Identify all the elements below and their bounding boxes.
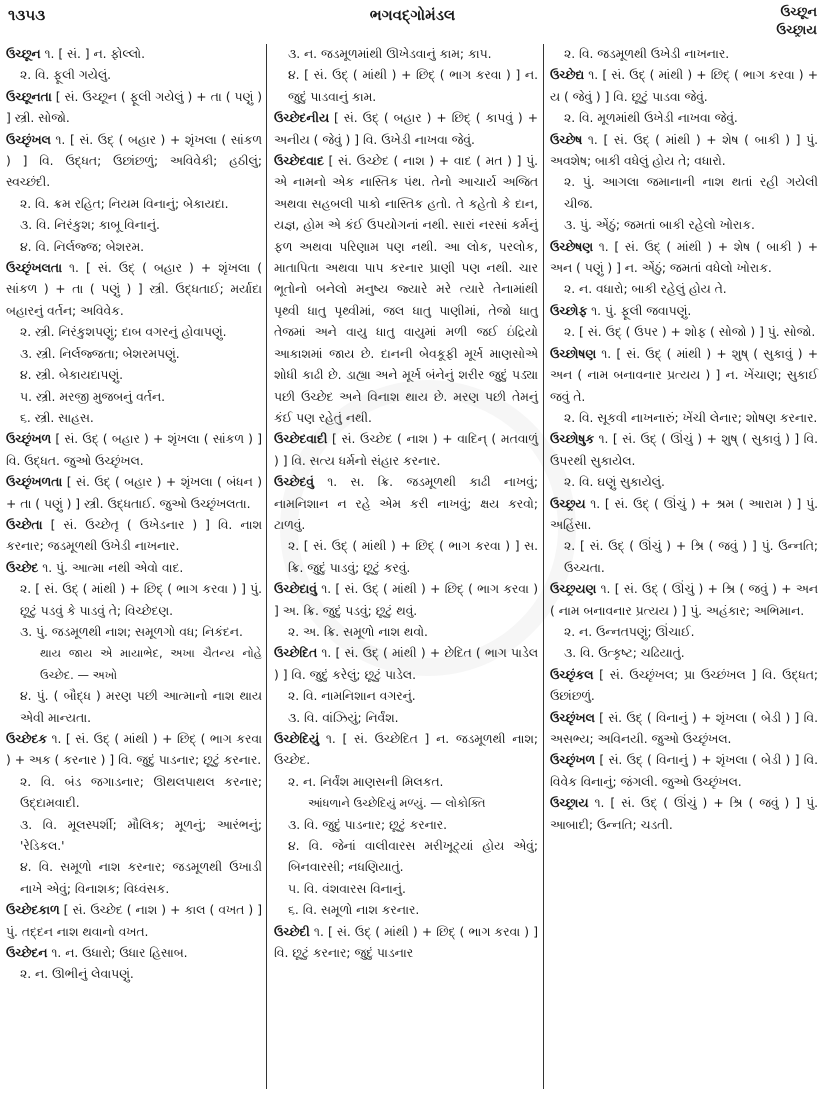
entry-sense (6, 815, 262, 858)
definition-text: ૩. વિ. નિરંકુશ; કાબૂ વિનાનું. (20, 218, 160, 233)
headword: ઉચ્છેષણ (550, 239, 593, 254)
dictionary-entry (6, 472, 262, 515)
dictionary-entry (550, 301, 818, 322)
definition-text: ૧. પું. ફૂલી જવાપણું. (587, 303, 692, 318)
headword: ઉચ્છૃંખળ (6, 432, 52, 447)
headword: ઉચ્છોષુક (550, 432, 595, 447)
entry-sense (550, 322, 818, 343)
definition-text: [ સં. ઉચ્છેદ ( નાશ ) + કાલ ( વખત ) ] પું. તદ્દન નાશ થવાનો વખત. (6, 903, 262, 939)
definition-text: ૧. સ. ક્રિ. જડમૂળથી કાઢી નાખવું; નામનિશાન ન રહે એમ કરી નાખવું; ક્ષય કરવો; ટાળવું. (274, 475, 538, 532)
definition-text: ૩. ન. જડમૂળમાંથી ઊખેડવાનું કામ; કાપ. (288, 47, 492, 61)
headword: ઉચ્છૃંકલ (550, 667, 594, 682)
column-divider (543, 44, 544, 1089)
entry-sense (6, 194, 262, 215)
definition-text: ૨. વિ. જડમૂળથી ઉખેડી નાખનાર. (564, 47, 730, 61)
dictionary-entry (550, 130, 818, 173)
headword: ઉચ્છૃંખલતા (6, 261, 62, 276)
entry-sense (274, 536, 538, 579)
dictionary-entry (274, 729, 538, 772)
headword: ઉચ્છેદિયું (274, 732, 320, 746)
dictionary-entry (550, 579, 818, 622)
definition-text: ૨. વિ. સૂકવી નાખનારું; ખેંચી લેનાર; શોષણ કરનાર. (564, 410, 818, 425)
column-2 (274, 44, 538, 964)
headword: ઉચ્છેદ્ય (550, 68, 585, 83)
definition-text: [ સં. ઉદ્ ( વિનાનું ) + શૃંખલા ( બેડી ) ] વિ. વિવેક વિનાનું; જંગલી. જુઓ ઉચ્છૃંખલ. (550, 753, 818, 789)
entry-sense (550, 536, 818, 579)
entry-sense (550, 472, 818, 493)
entry-sense (274, 686, 538, 707)
headword: ઉચ્છેદક (6, 732, 47, 746)
entry-sense (550, 44, 818, 65)
dictionary-entry (550, 750, 818, 793)
entry-sense (6, 344, 262, 365)
entry-sense (550, 108, 818, 129)
definition-text: ૩. વિ. ઉત્કૃષ્ટ; ચઢિયાતું. (564, 646, 685, 661)
definition-text: [ સં. ઉદ્ ( વિનાનું ) + શૃંખલા ( બેડી ) ] વિ. અસભ્ય; અવિનયી. જુઓ ઉચ્છૃંખલ. (550, 710, 818, 746)
definition-text: ૨. [ સં. ઉદ્ ( માંથી ) + છિદ્ ( ભાગ કરવા ) ] સ. ક્રિ. જુદું પાડવું; છૂટું કરવું. (288, 539, 538, 575)
definition-text: ૩. વિ. જુદું પાડનાર; છૂટું કરનાર. (288, 817, 448, 832)
definition-text: ૩. વિ. વાંઝિયું; નિર્વંશ. (288, 710, 399, 725)
dictionary-entry (6, 130, 262, 194)
entry-sense (6, 215, 262, 236)
entry-sense (274, 772, 538, 815)
dictionary-entry (550, 708, 818, 751)
entry-sense (274, 44, 538, 65)
dictionary-entry (274, 579, 538, 622)
dictionary-entry (274, 429, 538, 472)
definition-text: [ સં. ઉદ્ ( બહાર ) + શૃંખલા ( બંધન ) + તા ( પણું ) ] સ્ત્રી. ઉદ્ધતાઈ. જુઓ ઉચ્છૃંખલતા. (6, 475, 262, 511)
entry-sense (274, 622, 538, 643)
entry-sense (6, 579, 262, 622)
headword: ઉચ્છેદવાદી (274, 432, 328, 447)
definition-text: ૨. વિ. ક્રમ રહિત; નિયમ વિનાનું; બેકાયદા. (20, 196, 229, 211)
definition-text: ૨. અ. ક્રિ. સમૂળો નાશ થવો. (288, 624, 428, 639)
dictionary-entry (6, 729, 262, 772)
headword: ઉચ્છેદકાળ (6, 903, 60, 918)
dictionary-entry (6, 44, 262, 65)
dictionary-entry (274, 643, 538, 686)
headword: ઉચ્છૂનતા (6, 89, 52, 104)
entry-sense (6, 772, 262, 815)
definition-text: ૨. વિ. મૂળમાંથી ઉખેડી નાખવા જેવું. (564, 111, 738, 126)
definition-text: ૬. વિ. સમૂળો નાશ કરનાર. (288, 903, 420, 918)
definition-text: ૬. સ્ત્રી. સાહસ. (20, 410, 94, 425)
definition-text: ૨. વિ. બંડ જગાડનાર; ઊથલપાથલ કરનાર; ઉદ્દામવાદી. (20, 774, 262, 811)
dictionary-entry (274, 108, 538, 151)
dictionary-entry (274, 472, 538, 536)
dictionary-entry (6, 429, 262, 472)
dictionary-entry (6, 258, 262, 322)
definition-text: ૪. પું. ( બૌદ્ધ ) મરણ પછી આત્માનો નાશ થાય એવી માન્યતા. (20, 689, 262, 725)
entry-sense (550, 215, 818, 236)
headword: ઉચ્છૃંખલ (550, 710, 595, 725)
definition-text: ૨. [ સં. ઉદ્ ( ઊંચું ) + શ્રિ ( જવું ) ] પું. ઉન્નતિ; ઉચ્ચતા. (564, 539, 818, 575)
column-divider (266, 44, 267, 1089)
definition-text: ૧. ન. ઉધારો; ઉધાર હિસાબ. (47, 946, 188, 961)
entry-sense (274, 65, 538, 108)
entry-sense (6, 622, 262, 686)
headword: ઉચ્છેદ (6, 560, 39, 575)
definition-text: ૨. વિ. નામનિશાન વગરનું. (288, 689, 416, 704)
headword: ઉચ્છ્રય (550, 496, 586, 511)
headword: ઉચ્છોફ (550, 303, 588, 318)
definition-text: ૨. [ સં. ઉદ્ ( ઉપર ) + શોફ ( સોજો ) ] પું. સોજો. (564, 325, 816, 340)
definition-text: [ સં. ઉચ્છેદ ( નાશ ) + વાદિન્ ( મતવાળું ) ] વિ. સત્ય ધર્મનો સંહાર કરનાર. (274, 432, 538, 468)
definition-text: ૩. સ્ત્રી. નિર્લજ્જતા; બેશરમપણું. (20, 346, 180, 361)
definition-text: ૧. [ સં. ઉદ્ ( માંથી ) + છિદ્ ( ભાગ કરવા ) ] વિ. છૂટું કરનાર; જુદું પાડનાર (274, 924, 538, 961)
dictionary-entry (274, 151, 538, 429)
citation-quote: આંધળાને ઉચ્છેદિયું મળ્યું. — લોકોક્તિ (308, 796, 486, 811)
page-header (0, 0, 825, 42)
definition-text: ૪. વિ. સમૂળો નાશ કરનાર; જડમૂળથી ઉખાડી નાખે એવું; વિનાશક; વિધ્વંસક. (20, 860, 262, 896)
headword: ઉચ્છેતા (6, 517, 43, 532)
entry-sense (6, 387, 262, 408)
definition-text: ૫. વિ. વંશવારસ વિનાનું. (288, 881, 406, 896)
headword: ઉચ્છૂન (6, 47, 41, 61)
entry-sense (274, 815, 538, 836)
dictionary-entry (274, 922, 538, 965)
guide-word-last: ઉચ્છ્રાય (776, 23, 817, 38)
definition-text: ૨. પું. આગલા જમાનાની નાશ થતાં રહી ગયેલી ચીજ. (564, 175, 818, 211)
definition-text: [ સં. ઉચ્છૃંખલ; પ્રા ઉચ્છંખલ ] વિ. ઉદ્ધત; ઉછાંછળું. (550, 667, 818, 704)
definition-text: [ સં. ઉચ્છૂન ( ફૂલી ગયેલું ) + તા ( પણું ) ] સ્ત્રી. સોજો. (6, 89, 262, 126)
headword: ઉચ્છૃંખળતા (6, 475, 63, 490)
headword: ઉચ્છોષણ (550, 346, 597, 361)
dictionary-entry (6, 900, 262, 943)
definition-text: [ સં. ઉદ્ ( બહાર ) + શૃંખલા ( સાંકળ ) ] વિ. ઉદ્ધત. જુઓ ઉચ્છૃંખલ. (6, 432, 262, 468)
entry-sense (550, 408, 818, 429)
headword: ઉચ્છેદન (6, 946, 48, 961)
definition-text: ૪. [ સં. ઉદ્ ( માંથી ) + છિદ્ ( ભાગ કરવા ) ] ન. જુદું પાડવાનું કામ. (288, 68, 538, 104)
definition-text: ૨. વિ. ફૂલી ગયેલું. (20, 68, 112, 83)
dictionary-entry (550, 429, 818, 472)
definition-text: ૧. [ સં. ઉદ્ ( માંથી ) + શેષ ( બાકી ) ] પું. અવશેષ; બાકી વધેલું હોય તે; વધારો. (550, 132, 818, 169)
definition-text: ૨. ન. ઊભીનું લેવાપણું. (20, 967, 134, 982)
definition-text: ૧. [ સં. ] ન. ફોલ્લો. (40, 47, 146, 61)
entry-sense (274, 836, 538, 879)
definition-text: ૧. [ સં. ઉદ્ ( ઊંચું ) + શ્રમ ( આરામ ) ] પું. અહિંસા. (550, 496, 818, 532)
entry-sense (6, 237, 262, 258)
definition-text: ૨. [ સં. ઉદ્ ( માંથી ) + છિદ્ ( ભાગ કરવા ) ] પું. છૂટું પડવું કે પાડવું તે; વિચ્છેદણ. (20, 582, 262, 618)
dictionary-entry (550, 344, 818, 408)
headword: ઉચ્છ્રાય (550, 796, 589, 811)
dictionary-entry (6, 87, 262, 130)
entry-sense (6, 322, 262, 343)
definition-text: ૫. સ્ત્રી. મરજી મુજબનું વર્તન. (20, 389, 166, 404)
entry-sense (274, 900, 538, 921)
dictionary-entry (6, 515, 262, 558)
entry-sense (6, 365, 262, 386)
definition-text: ૧. [ સં. ઉચ્છેદિત ] ન. જડમૂળથી નાશ; ઉચ્છેદ. (274, 732, 538, 768)
definition-text: ૧. [ સં. ઉદ્ ( ઊંચું ) + શુષ્ ( સુકાવું ) ] વિ. ઉપરથી સુકાયેલ. (550, 432, 818, 468)
column-1 (6, 44, 262, 986)
dictionary-entry (6, 558, 262, 579)
definition-text: ૧. [ સં. ઉદ્ ( માંથી ) + છેદિત ( ભાગ પાડેલ ) ] વિ. જુદું કરેલું; છૂટું પાડેલ. (274, 646, 538, 682)
definition-text: ૧. પું. આત્મા નથી એવો વાદ. (38, 560, 184, 575)
citation-quote: થાય જાય એ માયાભેદ, અખા ચૈતન્ય નોહે ઉચ્છેદ. — અખો (40, 646, 262, 682)
definition-text: ૧. [ સં. ઉદ્ ( માંથી ) + છિદ્ ( ભાગ કરવા ) + અક ( કરનાર ) ] વિ. જુદું પાડનાર; છૂટું કરનાર. (6, 732, 262, 768)
headword: ઉચ્છેદવું (274, 475, 314, 490)
definition-text: ૨. ન. ઉન્નતપણું; ઊંચાઈ. (564, 624, 695, 639)
entry-sense (550, 279, 818, 300)
entry-sense (274, 879, 538, 900)
entry-sense (6, 964, 262, 985)
headword: ઉચ્છેદી (274, 924, 310, 939)
definition-text: ૨. સ્ત્રી. નિરંકુશપણું; દાબ વગરનું હોવાપણું. (20, 325, 227, 340)
dictionary-entry (550, 665, 818, 708)
definition-text: ૧. [ સં. ઉદ્ ( માંથી ) + શેષ ( બાકી ) + અન ( પણું ) ] ન. એંઠું; જમતાં વધેલો ખોરાક. (550, 239, 818, 276)
headword: ઉચ્છેદિત (274, 646, 318, 661)
definition-text: ૨. વિ. ઘણું સુકાયેલું. (564, 475, 665, 490)
headword: ઉચ્છેદનીય (274, 111, 330, 126)
dictionary-entry (550, 793, 818, 836)
headword: ઉચ્છૃંખલ (6, 132, 51, 147)
definition-text: ૧. [ સં. ઉદ્ ( બહાર ) + શૃંખલા ( સાંકળ ) + તા ( પણું ) ] સ્ત્રી. ઉદ્ધતાઈ; મર્યાદા બહારનું વર્તન; અવિવેક. (6, 261, 262, 318)
definition-text: ૧. [ સં. ઉદ્ ( માંથી ) + છિદ્ ( ભાગ કરવા ) ] અ. ક્રિ. જુદું પડવું; છૂટું થવું. (274, 582, 538, 618)
entry-sense (6, 408, 262, 429)
headword: ઉચ્છેષ (550, 132, 583, 147)
entry-sense (274, 708, 538, 729)
headword: ઉચ્છ્રયણ (550, 582, 597, 597)
page-title: ભગવદ્ગોમંડલ (369, 6, 456, 24)
dictionary-entry (550, 65, 818, 108)
dictionary-entry (550, 494, 818, 537)
headword: ઉચ્છૃંખળ (550, 753, 596, 768)
headword: ઉચ્છેદાવું (274, 582, 317, 597)
definition-text: ૧. [ સં. ઉદ્ ( માંથી ) + શુષ્ ( સુકાવું ) + અન ( નામ બનાવનાર પ્રત્યય ) ] ન. ખેંચાણ; સુકાઈ જવું તે. (550, 346, 818, 404)
definition-text: ૧. [ સં. ઉદ્ ( ઊંચું ) + શ્રિ ( જવું ) ] પું. આબાદી; ઉન્નતિ; ચડતી. (550, 796, 818, 832)
guide-word-first: ઉચ્છૂન (780, 5, 817, 20)
definition-text: ૩. પું. જડમૂળથી નાશ; સમૂળગો વધ; નિકંદન. (20, 624, 243, 639)
entry-sense (6, 857, 262, 900)
dictionary-entry (6, 943, 262, 964)
definition-text: [ સં. ઉચ્છેદ ( નાશ ) + વાદ ( મત ) ] પું. એ નામનો એક નાસ્તિક પંથ. તેનો આચાર્ય અજિત અથવા સહબલી પાકો નાસ્તિક હતો. તે કહેતો કે દાન, યજ્ઞ, હોમ એ કંઈ ઉપયોગનાં નથી. સારાં નરસાં કર્મનું ફળ અથવા પરિણામ પણ નથી. આ લોક, પરલોક, માતાપિતા અથવા પાપ કરનાર પ્રાણી પણ નથી. ચાર ભૂતોનો બનેલો મનુષ્ય જ્યારે મરે ત્યારે તેનામાંથી પૃથ્વી ધાતુ પૃથ્વીમાં, જલ ધાતુ પાણીમાં, તેજો ધાતુ તેજમાં અને વાયુ ધાતુ વાયુમાં મળી જઈ ઇંદ્રિયો આકાશમાં જાય છે. દાનની બેવકૂફી મૂર્ખ માણસોએ શોધી કાઢી છે. ડાહ્યા અને મૂર્ખ બંનેનું શરીર જુદું પડ્યા પછી ઉચ્છેદ અને વિનાશ થાય છે. મરણ પછી તેમનું કંઈ પણ રહેતું નથી. (274, 154, 538, 425)
entry-sense (550, 643, 818, 664)
definition-text: ૧. [ સં. ઉદ્ ( માંથી ) + છિદ્ ( ભાગ કરવા ) + ય ( જેવું ) ] વિ. છૂટું પાડવા જેવું. (550, 68, 818, 104)
column-3 (550, 44, 818, 836)
entry-sense (6, 686, 262, 729)
definition-text: ૨. ન. નિર્વંશ માણસની મિલકત. (288, 774, 444, 789)
guide-words (776, 4, 817, 40)
dictionary-entry (550, 237, 818, 280)
definition-text: ૧. [ સં. ઉદ્ ( બહાર ) + શૃંખલા ( સાંકળ ) ] વિ. ઉદ્ધત; ઉછાંછળું; અવિવેકી; હઠીલું; સ્વચ્છંદી. (6, 132, 262, 190)
definition-text: ૩. વિ. મૂલસ્પર્શી; મૌલિક; મૂળનું; આરંભનું; 'રેડિકલ.' (20, 817, 262, 854)
entry-sense (550, 172, 818, 215)
page-number: ૧૩૫૩ (8, 6, 46, 24)
definition-text: ૩. પું. એંઠું; જમતાં બાકી રહેલો ખોરાક. (564, 218, 755, 233)
definition-text: ૪. વિ. નિર્લજ્જ; બેશરમ. (20, 239, 145, 254)
entry-sense (550, 622, 818, 643)
definition-text: ૧. [ સં. ઉદ્ ( ઊંચું ) + શ્રિ ( જવું ) + અન ( નામ બનાવનાર પ્રત્યય ) ] પું. અહંકાર; અભિમાન. (550, 582, 818, 618)
headword: ઉચ્છેદવાદ (274, 154, 324, 169)
definition-text: ૪. વિ. જેનાં વાલીવારસ મરીખૂટ્યાં હોય એવું; બિનવારસી; નધણિયાતું. (288, 839, 538, 875)
definition-text: [ સં. ઉચ્છેતૃ ( ઉખેડનાર ) ] વિ. નાશ કરનાર; જડમૂળથી ઉખેડી નાખનાર. (6, 517, 262, 554)
definition-text: ૪. સ્ત્રી. બેકાયદાપણું. (20, 368, 124, 383)
definition-text: [ સં. ઉદ્ ( બહાર ) + છિદ્ ( કાપવું ) + અનીય ( જેવું ) ] વિ. ઉખેડી નાખવા જેવું. (274, 111, 538, 147)
entry-sense (6, 65, 262, 86)
definition-text: ૨. ન. વધારો; બાકી રહેલું હોય તે. (564, 282, 727, 297)
